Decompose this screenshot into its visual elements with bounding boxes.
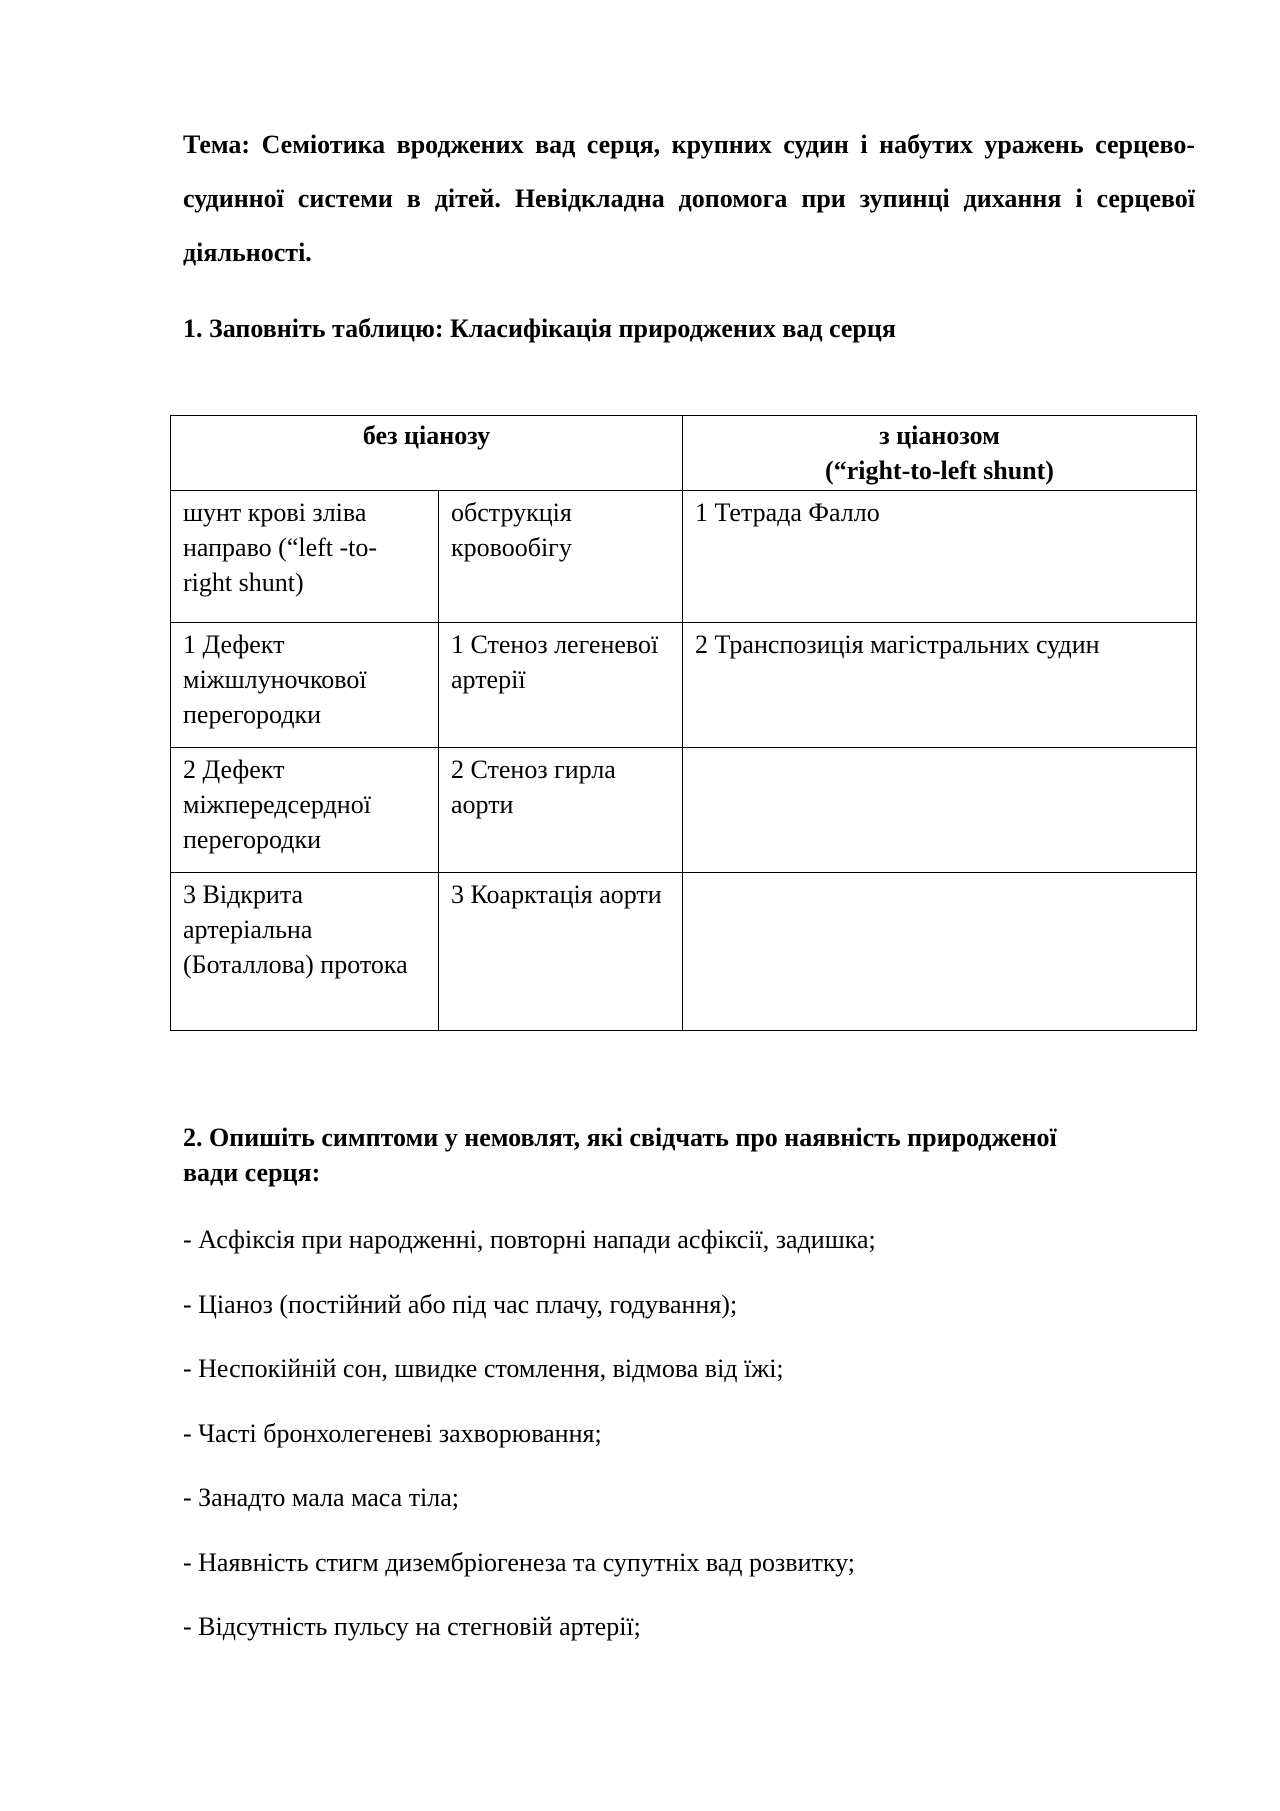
- table-cell: 3 Відкрита артеріальна (Боталлова) протока: [171, 873, 439, 1031]
- list-item: - Відсутність пульсу на стегновій артерії;: [183, 1612, 641, 1641]
- table-cell: 2 Транспозиція магістральних судин: [683, 623, 1197, 748]
- header-with-cyanosis-line1: з ціанозом: [879, 421, 1000, 450]
- table-cell: 1 Стеноз легеневої артерії: [439, 623, 683, 748]
- header-with-cyanosis-line2: (“right-to-left shunt): [825, 456, 1054, 485]
- table-cell: [683, 748, 1197, 873]
- section-1-heading: 1. Заповніть таблицю: Класифікація природжених вад серця: [183, 314, 896, 343]
- symptoms-list: [183, 1222, 876, 1674]
- list-item: - Ціаноз (постійний або під час плачу, годування);: [183, 1289, 738, 1319]
- table-row: [171, 873, 1197, 1031]
- table-cell: 3 Коарктація аорти: [439, 873, 683, 1031]
- list-item: - Асфіксія при народженні, повторні напади асфіксії, задишка;: [183, 1225, 876, 1254]
- header-with-cyanosis: [683, 416, 1197, 491]
- table-cell: 1 Дефект міжшлуночкової перегородки: [171, 623, 439, 748]
- classification-table: [170, 415, 1197, 1031]
- table-cell: 2 Стеноз гирла аорти: [439, 748, 683, 873]
- list-item: - Неспокійній сон, швидке стомлення, відмова від їжі;: [183, 1354, 784, 1383]
- section-2-heading: 2. Опишіть симптоми у немовлят, які свідчать про наявність природженої вади серця:: [183, 1123, 1057, 1187]
- document-title: Тема: Семіотика вроджених вад серця, крупних судин і набутих уражень серцево-судинної системи в дітей. Невідкладна допомога при зупинці дихання і серцевої діяльності.: [183, 130, 1195, 267]
- table-cell: [683, 873, 1197, 1031]
- table-row: [171, 491, 1197, 623]
- list-item: - Занадто мала маса тіла;: [183, 1483, 460, 1512]
- table-cell: 2 Дефект міжпередсердної перегородки: [171, 748, 439, 873]
- table-cell: шунт крові зліва направо (“left -to- right shunt): [171, 491, 439, 623]
- table-cell: 1 Тетрада Фалло: [683, 491, 1197, 623]
- table-row: [171, 623, 1197, 748]
- table-header-row: [171, 416, 1197, 491]
- table-row: [171, 748, 1197, 873]
- list-item: - Наявність стигм дизембріогенеза та супутніх вад розвитку;: [183, 1547, 856, 1577]
- list-item: - Часті бронхолегеневі захворювання;: [183, 1418, 602, 1448]
- header-without-cyanosis: без ціанозу: [171, 416, 683, 491]
- table-cell: обструкція кровообігу: [439, 491, 683, 623]
